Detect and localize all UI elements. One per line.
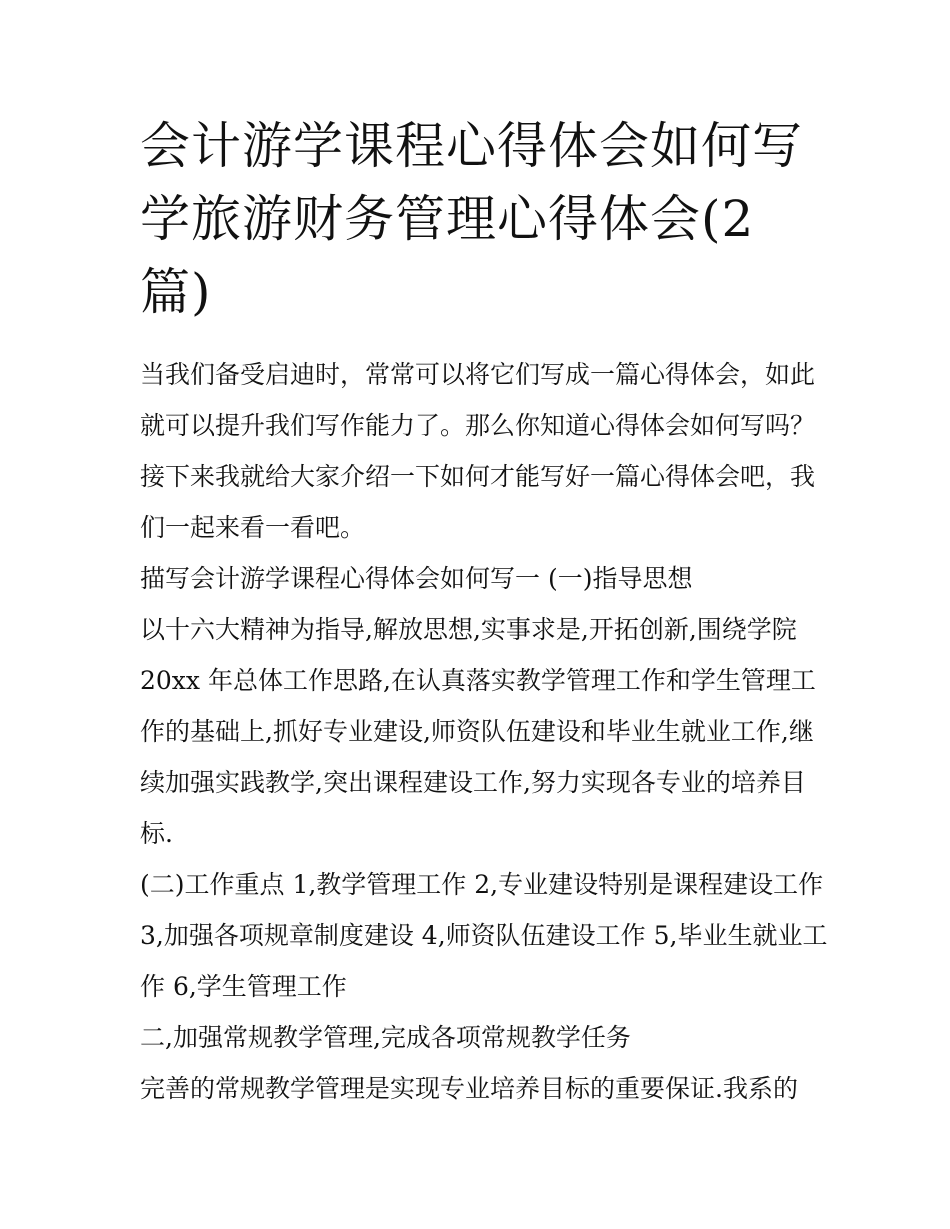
intro-line-1: 当我们备受启迪时，常常可以将它们写成一篇心得体会，如此 xyxy=(140,360,816,389)
intro-line-3: 接下来我就给大家介绍一下如何才能写好一篇心得体会吧，我 xyxy=(140,462,816,491)
intro-paragraph xyxy=(140,349,820,553)
guiding-line-3: 作的基础上,抓好专业建设,师资队伍建设和毕业生就业工作,继 xyxy=(140,717,814,746)
guiding-line-5: 标. xyxy=(140,819,173,848)
intro-line-4: 们一起来看一看吧。 xyxy=(140,513,366,542)
focus-line-3: 作 6,学生管理工作 xyxy=(140,972,347,1001)
title-line-1: 会计游学课程心得体会如何写 xyxy=(140,117,803,175)
guiding-line-4: 续加强实践教学,突出课程建设工作,努力实现各专业的培养目 xyxy=(140,768,806,797)
section-two-paragraph xyxy=(140,1063,820,1114)
section-heading xyxy=(140,553,820,604)
intro-line-2: 就可以提升我们写作能力了。那么你知道心得体会如何写吗？ xyxy=(140,411,816,440)
title-line-3: 篇) xyxy=(140,263,212,321)
section-two-heading xyxy=(140,1012,820,1063)
focus-line-2: 3,加强各项规章制度建设 4,师资队伍建设工作 5,毕业生就业工 xyxy=(140,921,828,950)
document-page xyxy=(140,110,828,1114)
section-two-line-1: 完善的常规教学管理是实现专业培养目标的重要保证.我系的 xyxy=(140,1074,798,1103)
title-line-2: 学旅游财务管理心得体会(2 xyxy=(140,190,755,248)
section-heading-line: 描写会计游学课程心得体会如何写一 (一)指导思想 xyxy=(140,564,693,593)
section-two-heading-line: 二,加强常规教学管理,完成各项常规教学任务 xyxy=(140,1023,631,1052)
work-focus-paragraph xyxy=(140,859,828,1012)
guiding-thought-paragraph xyxy=(140,604,820,859)
focus-line-1: (二)工作重点 1,教学管理工作 2,专业建设特别是课程建设工作 xyxy=(140,870,824,899)
guiding-line-2: 20xx 年总体工作思路,在认真落实教学管理工作和学生管理工 xyxy=(140,666,816,695)
guiding-line-1: 以十六大精神为指导,解放思想,实事求是,开拓创新,围绕学院 xyxy=(140,615,797,644)
document-title xyxy=(140,110,820,329)
